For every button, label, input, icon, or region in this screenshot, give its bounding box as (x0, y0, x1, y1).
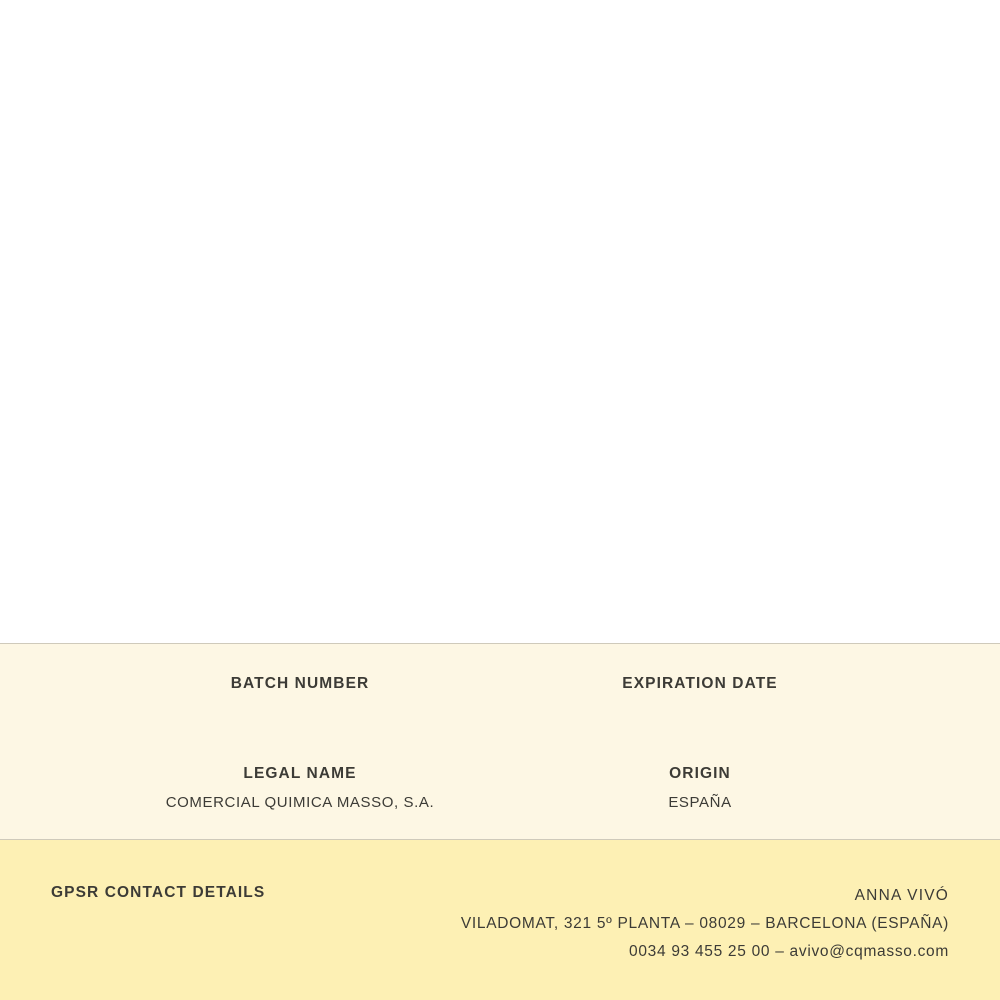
batch-number-value (100, 703, 500, 723)
expiration-date-label: EXPIRATION DATE (622, 675, 778, 692)
gpsr-contact-title: GPSR CONTACT DETAILS (51, 884, 266, 901)
origin-value: ESPAÑA (668, 794, 732, 811)
gpsr-contact-phone-email: 0034 93 455 25 00 – avivo@cqmasso.com (629, 943, 949, 960)
field-batch-number (100, 674, 500, 723)
product-info-band (0, 643, 1000, 840)
legal-name-value: COMERCIAL QUIMICA MASSO, S.A. (165, 794, 435, 811)
gpsr-contact-lines (461, 882, 949, 966)
gpsr-contact-address: VILADOMAT, 321 5º PLANTA – 08029 – BARCELONA (ESPAÑA) (460, 915, 949, 932)
batch-number-label: BATCH NUMBER (230, 675, 370, 692)
field-expiration-date (500, 674, 900, 723)
field-origin (500, 764, 900, 813)
product-info-grid (0, 644, 1000, 839)
field-legal-name (100, 764, 500, 813)
expiration-date-value (500, 703, 900, 723)
origin-label: ORIGIN (669, 765, 731, 782)
gpsr-contact-name: ANNA VIVÓ (854, 887, 949, 904)
gpsr-contact-band (0, 840, 1000, 1000)
legal-name-label: LEGAL NAME (243, 765, 357, 782)
